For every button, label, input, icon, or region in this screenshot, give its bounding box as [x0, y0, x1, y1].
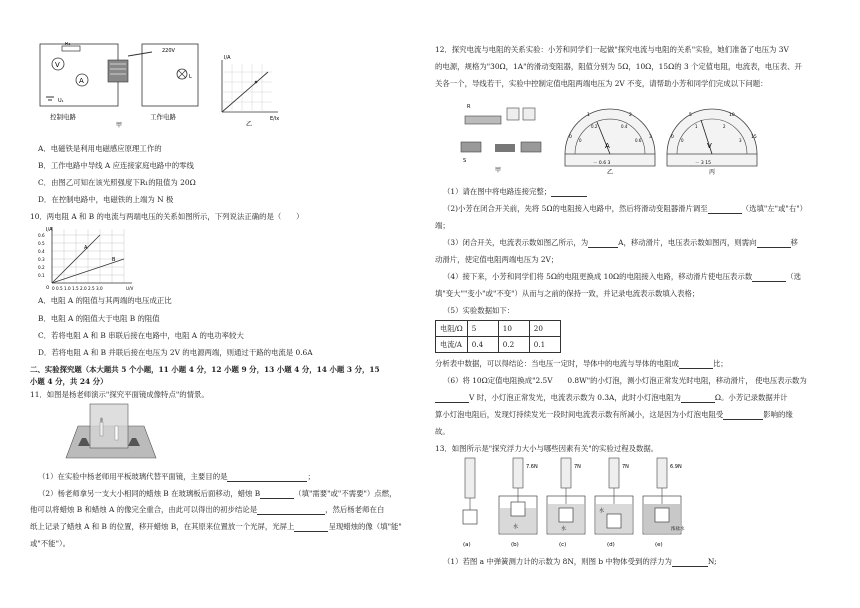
q11-sub2-text-1: （2）杨老师拿另一支大小相同的蜡烛 B 在玻璃板后面移动，蜡烛 B	[38, 489, 261, 498]
origin-label: O	[46, 285, 50, 290]
q12-answer-blank-2[interactable]	[708, 205, 742, 214]
q12-sub3-line2: 动滑片，使定值电阻两端电压为 2V；	[435, 255, 559, 264]
reading-b: 7.6N	[526, 464, 538, 470]
table-cell: 0.4	[467, 337, 498, 353]
fig-yi-label-12: 乙	[607, 169, 614, 176]
fig-jia-label: 甲	[116, 122, 123, 128]
reading-d: 7N	[622, 464, 629, 470]
work-circuit-label: 工作电路	[150, 113, 176, 121]
fig-jia-label-12: 甲	[495, 167, 502, 174]
amm-inner-1: 0.2	[591, 124, 598, 129]
q11-sub2-line4: 或"不能"）。	[30, 539, 71, 548]
q9-option-d: D．在控制电路中，电磁铁的上端为 N 极	[38, 195, 174, 204]
q12-stem-line2: 的电源，规格为"30Ω，1A"的滑动变阻器，阻值分别为 5Ω，10Ω，15Ω的 3 个定值电阻，电流表，电压表、开	[435, 62, 802, 71]
q9-option-a: A．电磁铁是利用电磁感应原理工作的	[38, 144, 162, 153]
q10-option-a: A．电阻 A 的阻值与其两端的电压成正比	[38, 296, 172, 305]
right-column	[435, 0, 835, 608]
amm-inner-2: 0.4	[621, 124, 628, 129]
q11-sub2-line2	[30, 504, 384, 515]
graph-y-label: I/A	[224, 55, 231, 61]
ytick-0.5: 0.5	[38, 241, 45, 246]
q12-sub2-text: （2)小芳在闭合开关前，先将 5Ω的电阻接入电路中，然后将滑动变阻器滑片调至	[443, 204, 708, 213]
q11-sub2-text-4: ，然后杨老师在白	[325, 505, 385, 514]
q11-sub2-line3	[30, 521, 402, 532]
q12-sub4	[443, 271, 801, 282]
section-title-line1: 二、实验探究题（本大题共 5 个小题，11 小题 4 分，12 小题 9 分，13 小题 4 分，14 小题 3 分，15	[30, 365, 380, 374]
q12-answer-blank-5[interactable]	[752, 273, 786, 282]
beaker-c	[547, 458, 585, 548]
q11-answer-blank-3[interactable]	[257, 506, 325, 515]
q12-sub5: （5）实验数据如下：	[443, 306, 515, 315]
q11-sub2-text-5: 纸上记录了蜡烛 A 和 B 的位置，移开蜡烛 B，在其原来位置放一个光屏，光屏上	[30, 522, 295, 531]
q11-sub2-text-3: 他可以将蜡烛 B 和蜡烛 A 的像完全重合，由此可以得出的初步结论是	[30, 505, 258, 514]
voltmeter-symbol: V	[707, 142, 712, 150]
table-cell: 0.1	[529, 337, 560, 353]
ytick-0.3: 0.3	[38, 257, 45, 262]
volt-outer-3: 15	[751, 135, 757, 140]
section-title-line2: 小题 4 分，共 24 分）	[30, 377, 108, 386]
q12-data-table	[435, 320, 561, 353]
q12-answer-blank-9[interactable]	[723, 411, 763, 420]
reading-c: 7N	[574, 464, 581, 470]
volt-outer-2: 10	[729, 113, 735, 118]
q12-sub3-text: （3）闭合开关，电流表示数如图乙所示，为	[443, 238, 589, 247]
xticks-label: 0 0.5 1.0 1.5 2.0 2.5 3.0	[52, 286, 103, 291]
fig-yi-label: 乙	[246, 121, 253, 128]
q9-option-c: C．由图乙可知在该光照强度下R₁的阻值为 20Ω	[38, 178, 196, 187]
q12-sub4-text-2: （选	[786, 272, 802, 281]
q12-apparatus-figure	[455, 98, 835, 176]
q12-sub2-text-2: （选填"左"或"右"）	[741, 204, 808, 213]
volt-inner-1: 1	[695, 124, 698, 129]
q10-xlabel: U/V	[126, 286, 134, 291]
q13-buoyancy-figure	[451, 456, 691, 550]
volt-inner-0: 0	[681, 138, 684, 143]
q13-sub1-text: （1）若图 a 中弹簧测力计的示数为 8N，则图 b 中物体受到的浮力为	[443, 557, 672, 566]
amm-inner-3: 0.6	[635, 138, 642, 143]
q10-stem: 10．两电阻 A 和 B 的电流与两端电压的关系如图所示，下列说法正确的是（ ）	[30, 212, 304, 221]
q11-sub1-end: ；	[307, 472, 315, 481]
q12-stem-line1: 12．探究电流与电阻的关系实验：小芳和同学们一起做"探究电流与电阻的关系"实验，她们准备了电压为 3V	[435, 45, 789, 54]
ytick-0.4: 0.4	[38, 249, 45, 254]
ammeter-mark: A	[79, 77, 84, 85]
q12-sub1	[443, 186, 587, 197]
q11-answer-blank-4[interactable]	[294, 523, 328, 532]
q12-sub4-line2: 填"变大""变小"或"不变"）从而与之前的保持一致，并记录电流表示数填入表格；	[435, 289, 700, 298]
liquid-b: 水	[513, 524, 519, 530]
beaker-e	[643, 458, 685, 548]
q12-answer-blank-7[interactable]	[435, 394, 469, 403]
q11-sub1-text: （1）在实验中杨老师用平板玻璃代替平面镜，主要目的是	[38, 472, 228, 481]
q12-sub5-conclusion-text: 分析表中数据，可以得结论：当电压一定时，导体中的电流与导体的电阻成	[435, 359, 679, 368]
lamp-mark: L	[189, 74, 192, 80]
q12-sub5-conclusion-end: 比；	[712, 359, 728, 368]
q13-sub1	[443, 556, 717, 567]
q11-stem: 11．如图是杨老师演示"探究平面镜成像特点"的情景。	[30, 390, 209, 399]
volt-inner-3: 3	[739, 138, 742, 143]
amm-terminals: － 0.6 3	[593, 161, 611, 166]
q10-option-d: D．若将电阻 A 和 B 并联后接在电压为 2V 的电源两端，则通过干路的电流是 0.6A	[38, 348, 313, 357]
q9-option-b: B．工作电路中导线 A 应连接家庭电路中的零线	[38, 161, 194, 170]
ytick-0.1: 0.1	[38, 273, 45, 278]
line-b-label: B	[112, 257, 116, 263]
q12-sub6-line3	[435, 409, 793, 420]
ytick-0.6: 0.6	[38, 233, 45, 238]
reading-e: 6.9N	[670, 464, 682, 470]
q12-sub2-end: 端；	[435, 221, 450, 230]
q12-sub6-text-2: V 时，小灯泡正常发光，电流表示数为 0.3A，此时小灯泡电阻为	[469, 393, 681, 402]
q10-ylabel: I/A	[46, 227, 53, 233]
q12-sub3-text-2: A，移动滑片，电压表示数如图丙，则需向	[618, 238, 757, 247]
q13-sub1-end: N;	[707, 557, 717, 566]
label-s: S	[463, 158, 467, 164]
q12-answer-blank-4[interactable]	[757, 239, 791, 248]
q12-answer-blank-3[interactable]	[588, 239, 618, 248]
q13-stem: 13．如图所示是"探究浮力大小与哪些因素有关"的实验过程及数据。	[435, 444, 659, 453]
amm-inner-0: 0	[579, 138, 582, 143]
ammeter-symbol: A	[605, 142, 610, 150]
volt-outer-0: 0	[671, 135, 674, 140]
q11-sub2-line1	[38, 488, 396, 499]
voltage-220v: 220V	[162, 48, 175, 54]
q12-answer-blank-8[interactable]	[681, 394, 715, 403]
resistor-r1-mark: R₁	[65, 42, 71, 47]
caption-b: (b)	[511, 542, 519, 548]
q11-answer-blank-1[interactable]	[227, 473, 307, 482]
label-r: R	[467, 104, 471, 110]
q12-answer-blank-1[interactable]	[551, 188, 587, 197]
caption-c: (c)	[559, 542, 567, 548]
volt-terminals: － 3 15	[695, 161, 711, 166]
q12-sub6-text-4: 算小灯泡电阻后，发现灯持续发光一段时间电流表示数有所减小，这是因为小灯泡电阻受	[435, 410, 724, 419]
caption-e: (e)	[655, 542, 663, 548]
q9-circuit-figure	[32, 42, 282, 128]
table-cell: 5	[467, 321, 498, 337]
liquid-e: 浓盐水	[671, 527, 685, 532]
caption-a: (a)	[463, 542, 471, 548]
volt-inner-2: 2	[723, 124, 726, 129]
amm-outer-2: 2	[629, 113, 632, 118]
q12-sub6-text-3: Ω。小芳记录数据并计	[714, 393, 788, 402]
amm-outer-0: 0	[569, 135, 572, 140]
q11-sub1	[38, 471, 315, 482]
table-cell: 电流/A	[436, 337, 468, 353]
q11-answer-blank-2[interactable]	[260, 490, 294, 499]
q12-sub5-conclusion	[435, 358, 728, 369]
q10-iu-graph	[36, 225, 140, 295]
amm-outer-3: 3	[649, 135, 652, 140]
liquid-d: 水	[599, 508, 605, 514]
ytick-0.2: 0.2	[38, 265, 45, 270]
beaker-b	[499, 458, 538, 548]
table-cell: 10	[498, 321, 529, 337]
q12-sub6-line1: （6）将 10Ω定值电阻换成"2.5V 0.8W"的小灯泡，测小灯泡正常发光时电阻，移动滑片， 使电压表示数为	[443, 376, 807, 385]
q12-sub4-text: （4）接下来，小芳和同学们将 5Ω的电阻更换成 10Ω的电阻接入电路，移动滑片使电压表示数	[443, 272, 753, 281]
line-a-label: A	[84, 245, 88, 251]
q11-mirror-figure	[60, 400, 162, 462]
table-row	[436, 337, 561, 353]
q12-sub3-text-3: 移	[790, 238, 798, 247]
table-row	[436, 321, 561, 337]
q12-sub1-text: （1）请在图中将电路连接完整；	[443, 187, 552, 196]
table-cell: 电阻/Ω	[436, 321, 468, 337]
table-cell: 0.2	[498, 337, 529, 353]
q11-sub2-text-2: （填"需要"或"不需要"）点燃，	[294, 489, 397, 498]
q13-answer-blank-1[interactable]	[672, 558, 708, 567]
q11-sub2-text-6: 呈现蜡烛的像（填"能"	[328, 522, 402, 531]
control-circuit-label: 控制电路	[50, 113, 76, 121]
q12-sub3	[443, 237, 798, 248]
left-column	[20, 0, 420, 608]
q12-stem-line3: 关各一个，导线若干，实验中控制定值电阻两端电压为 2V 不变，请帮助小芳和同学们完成以下问题：	[435, 79, 768, 88]
q12-answer-blank-6[interactable]	[679, 360, 713, 369]
table-cell: 20	[529, 321, 560, 337]
beaker-d	[595, 458, 633, 548]
q12-sub6-line4: 故。	[435, 427, 450, 436]
q12-sub6-text-5: 影响的缘	[763, 410, 793, 419]
fig-bing-label-12: 丙	[709, 169, 716, 176]
q10-option-b: B．电阻 A 的阻值大于电阻 B 的阻值	[38, 314, 160, 323]
caption-d: (d)	[607, 542, 615, 548]
amm-outer-1: 1	[587, 113, 590, 118]
liquid-c: 水	[561, 526, 567, 532]
q12-sub6-line2	[435, 392, 788, 403]
volt-outer-1: 5	[689, 113, 692, 118]
voltmeter-mark: V	[55, 61, 60, 69]
q12-sub2	[443, 203, 807, 214]
source-u1-mark: U₁	[58, 98, 64, 104]
graph-x-label: E/lx	[270, 116, 280, 122]
q10-option-c: C．若将电阻 A 和 B 串联后接在电路中，电阻 A 的电功率较大	[38, 331, 244, 340]
